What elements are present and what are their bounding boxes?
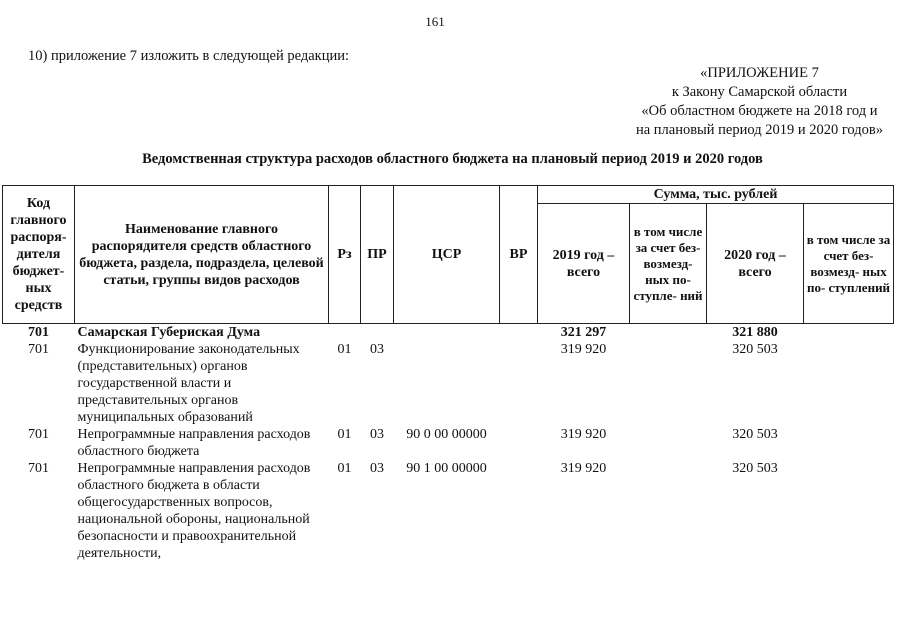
cell-vr (500, 341, 538, 426)
cell-name: Непрограммные направления расходов областного бюджета (77, 427, 311, 459)
cell-2020-free (804, 341, 894, 426)
cell-pr: 03 (370, 461, 384, 476)
header-sum-group: Сумма, тыс. рублей (538, 186, 894, 204)
cell-rz (329, 324, 361, 342)
cell-pr (361, 324, 394, 342)
table-row (3, 341, 894, 426)
appendix-line-4: на плановый период 2019 и 2020 годов» (635, 122, 883, 138)
cell-csr: 90 0 00 00000 (406, 427, 487, 442)
header-2020-free: в том числе за счет без- возмезд- ных по- ступлений (804, 204, 894, 324)
cell-vr (500, 460, 538, 562)
appendix-line-2: к Закону Самарской области (671, 84, 848, 100)
page-number: 161 (425, 14, 445, 29)
header-rz: Рз (329, 186, 361, 324)
cell-code: 701 (28, 342, 49, 357)
cell-2020-total: 320 503 (732, 342, 778, 357)
cell-2019-free (630, 341, 707, 426)
cell-code: 701 (3, 324, 75, 342)
cell-2020-free (804, 460, 894, 562)
table-row (3, 460, 894, 562)
cell-2019-total: 319 920 (560, 427, 607, 442)
cell-vr (500, 324, 538, 342)
cell-name: Функционирование законодательных (представительных) органов государственной власти и представительных органов муниципальных образований (77, 342, 300, 425)
cell-rz: 01 (337, 461, 352, 476)
cell-2019-free (630, 324, 707, 342)
cell-csr (394, 341, 500, 426)
cell-2020-free (804, 324, 894, 342)
intro-text: 10) приложение 7 изложить в следующей редакции: (28, 48, 350, 64)
cell-2019-total: 321 297 (538, 324, 630, 342)
header-csr: ЦСР (394, 186, 500, 324)
cell-2020-free (804, 426, 894, 460)
cell-2019-total: 319 920 (560, 342, 607, 357)
cell-2020-total: 320 503 (732, 427, 778, 442)
cell-rz: 01 (337, 427, 352, 442)
cell-2019-free (630, 460, 707, 562)
table-row (3, 426, 894, 460)
header-pr: ПР (361, 186, 394, 324)
header-name: Наименование главного распорядителя средств областного бюджета, раздела, подраздела, целевой статьи, группы видов расходов (75, 186, 329, 324)
header-2019-free: в том числе за счет без- возмезд- ных по- ступле- ний (630, 204, 707, 324)
table-row (3, 324, 894, 342)
cell-2020-total: 321 880 (707, 324, 804, 342)
cell-code: 701 (28, 461, 49, 476)
cell-vr (500, 426, 538, 460)
cell-rz: 01 (337, 342, 352, 357)
budget-table (2, 185, 894, 562)
appendix-heading (636, 64, 883, 140)
cell-2019-free (630, 426, 707, 460)
cell-2020-total: 320 503 (732, 461, 778, 476)
header-2019-total: 2019 год – всего (538, 204, 630, 324)
appendix-line-1: «ПРИЛОЖЕНИЕ 7 (700, 65, 819, 81)
cell-pr: 03 (370, 342, 384, 357)
cell-csr (394, 324, 500, 342)
header-code: Код главного распоря- дителя бюджет- ных средств (3, 186, 75, 324)
cell-pr: 03 (370, 427, 384, 442)
header-vr: ВР (500, 186, 538, 324)
header-2020-total: 2020 год – всего (707, 204, 804, 324)
cell-csr: 90 1 00 00000 (406, 461, 487, 476)
appendix-line-3: «Об областном бюджете на 2018 год и (641, 103, 878, 119)
cell-name: Самарская Губериская Дума (75, 324, 329, 342)
document-title: Ведомственная структура расходов областного бюджета на плановый период 2019 и 2020 годов (142, 151, 763, 167)
cell-2019-total: 319 920 (560, 461, 607, 476)
cell-name: Непрограммные направления расходов областного бюджета в области общегосударственных вопросов, национальной обороны, национальной безопасности и правоохранительной деятельности, (77, 461, 311, 561)
cell-code: 701 (28, 427, 49, 442)
